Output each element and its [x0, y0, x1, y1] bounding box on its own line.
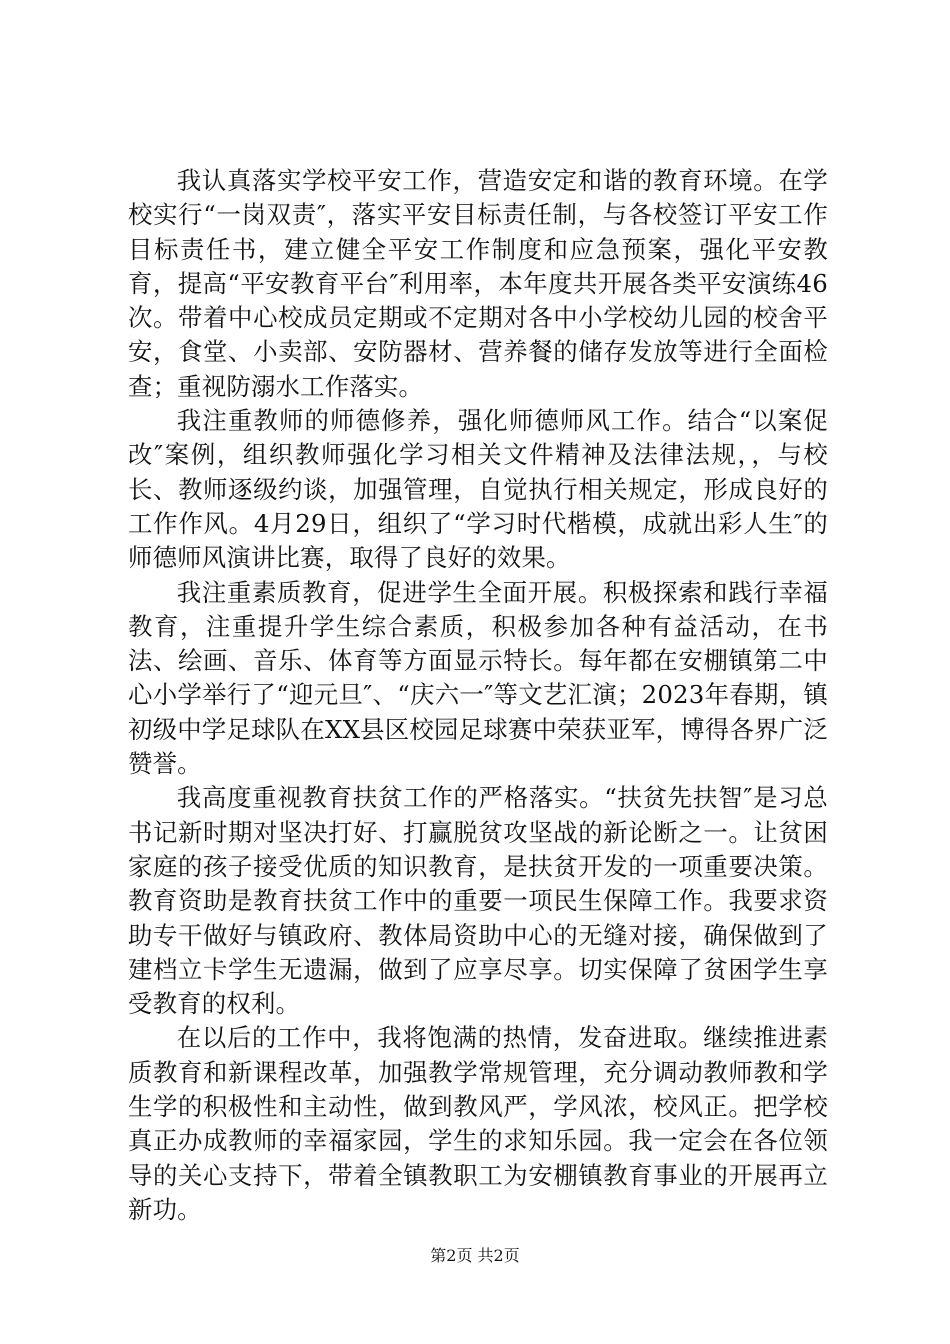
paragraph-quality-education: 我注重素质教育，促进学生全面开展。积极探索和践行幸福教育，注重提升学生综合素质，积极参加各种有益活动，在书法、绘画、音乐、体育等方面显示特长。每年都在安棚镇第二中心小学举行了“迎元旦″、“庆六一″等文艺汇演；2023年春期，镇初级中学足球队在XX县区校园足球赛中荣获亚军，博得各界广泛赞誉。: [128, 577, 828, 779]
document-body: [128, 164, 828, 1227]
paragraph-future-work: 在以后的工作中，我将饱满的热情，发奋进取。继续推进素质教育和新课程改革，加强教学常规管理，充分调动教师教和学生学的积极性和主动性，做到教风严，学风浓，校风正。把学校真正办成教师的幸福家园，学生的求知乐园。我一定会在各位领导的关心支持下，带着全镇教职工为安棚镇教育事业的开展再立新功。: [128, 1023, 828, 1224]
page-footer: 第2页 共2页: [430, 1246, 520, 1265]
paragraph-poverty-alleviation: 我高度重视教育扶贫工作的严格落实。“扶贫先扶智″是习总书记新时期对坚决打好、打赢脱贫攻坚战的新论断之一。让贫困家庭的孩子接受优质的知识教育，是扶贫开发的一项重要决策。教育资助是教育扶贫工作中的重要一项民生保障工作。我要求资助专干做好与镇政府、教体局资助中心的无缝对接，确保做到了建档立卡学生无遗漏，做到了应享尽享。切实保障了贫困学生享受教育的权利。: [128, 783, 828, 1019]
paragraph-teacher-ethics: 我注重教师的师德修养，强化师德师风工作。结合“以案促改″案例，组织教师强化学习相关文件精神及法律法规，，与校长、教师逐级约谈，加强管理，自觉执行相关规定，形成良好的工作作风。4月29日，组织了“学习时代楷模，成就出彩人生″的师德师风演讲比赛，取得了良好的效果。: [128, 406, 828, 573]
paragraph-safety: 我认真落实学校平安工作，营造安定和谐的教育环境。在学校实行“一岗双责″，落实平安目标责任制，与各校签订平安工作目标责任书，建立健全平安工作制度和应急预案，强化平安教育，提高“平安教育平台″利用率，本年度共开展各类平安演练46次。带着中心校成员定期或不定期对各中小学校幼儿园的校舍平安，食堂、小卖部、安防器材、营养餐的储存发放等进行全面检查；重视防溺水工作落实。: [128, 166, 828, 401]
